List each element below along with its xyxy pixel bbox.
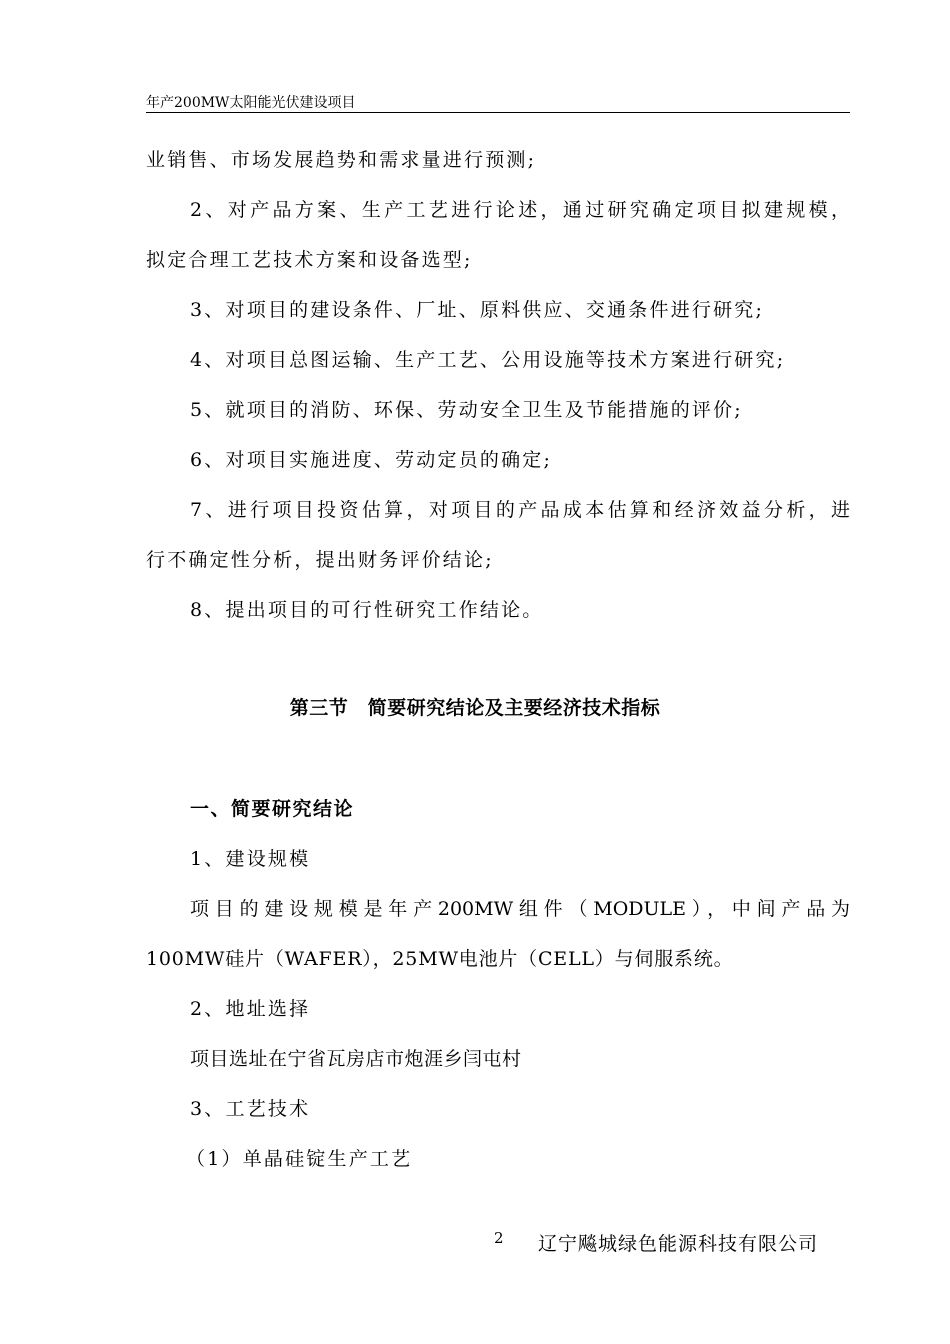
page-number: 2: [494, 1229, 504, 1247]
conclusions-heading: 一、简要研究结论: [190, 798, 355, 820]
list-item-6: 6、对项目实施进度、劳动定员的确定;: [190, 449, 553, 471]
scale-text-continued: 100MW硅片（WAFER），25MW电池片（CELL）与伺服系统。: [146, 948, 734, 970]
list-item-2: 2、对产品方案、生产工艺进行论述，通过研究确定项目拟建规模，: [190, 199, 850, 221]
list-item-4: 4、对项目总图运输、生产工艺、公用设施等技术方案进行研究;: [190, 349, 786, 371]
site-heading: 2、地址选择: [190, 998, 311, 1020]
paragraph-line: 业销售、市场发展趋势和需求量进行预测;: [146, 149, 537, 171]
list-item-2-continued: 拟定合理工艺技术方案和设备选型;: [146, 249, 473, 271]
list-item-3: 3、对项目的建设条件、厂址、原料供应、交通条件进行研究;: [190, 299, 765, 321]
scale-text: 项目的建设规模是年产200MW组件（MODULE），中间产品为: [190, 898, 850, 920]
footer-company: 辽宁飚城绿色能源科技有限公司: [538, 1233, 819, 1255]
section-title: 第三节 简要研究结论及主要经济技术指标: [289, 697, 661, 719]
list-item-8: 8、提出项目的可行性研究工作结论。: [190, 599, 544, 621]
tech-subheading: （1）单晶硅锭生产工艺: [186, 1148, 413, 1170]
scale-heading: 1、建设规模: [190, 848, 311, 870]
page-header: [146, 90, 850, 113]
list-item-7-continued: 行不确定性分析，提出财务评价结论;: [146, 549, 494, 571]
list-item-5: 5、就项目的消防、环保、劳动安全卫生及节能措施的评价;: [190, 399, 743, 421]
document-title: 年产200MW太阳能光伏建设项目: [146, 95, 356, 111]
list-item-7: 7、进行项目投资估算，对项目的产品成本估算和经济效益分析，进: [190, 499, 850, 521]
site-text: 项目选址在宁省瓦房店市炮涯乡闫屯村: [190, 1048, 522, 1070]
tech-heading: 3、工艺技术: [190, 1098, 311, 1120]
